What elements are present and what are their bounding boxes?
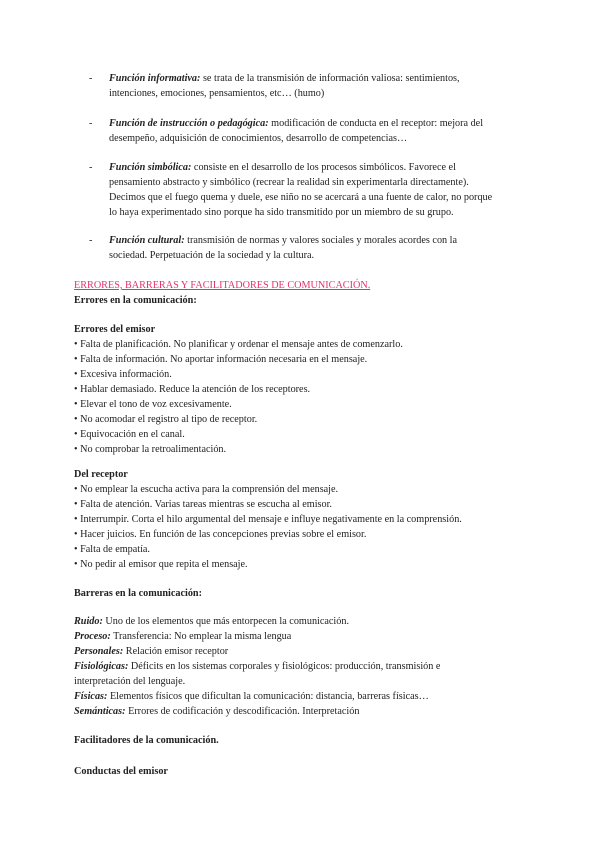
list-item: • Excesiva información. xyxy=(74,369,172,380)
term-label: Función informativa: xyxy=(109,73,201,84)
item-text: desempeño, adquisición de conocimientos, desarrollo de competencias… xyxy=(109,133,408,144)
dash-bullet: - xyxy=(89,118,93,129)
dash-bullet: - xyxy=(89,162,93,173)
item-text: Relación emisor receptor xyxy=(125,646,229,657)
item-text: pensamiento abstracto y simbólico (recrear la realidad sin experimentarla directamente). xyxy=(109,177,469,188)
receptor-section xyxy=(74,467,534,572)
barriers-title: Barreras en la comunicación: xyxy=(74,588,202,599)
item-text: lo haya experimentado sino porque ha sido transmitido por un miembro de su grupo. xyxy=(109,207,454,218)
item-text: se trata de la transmisión de información valiosa: sentimientos, xyxy=(202,73,460,84)
list-item: • No pedir al emisor que repita el mensaje. xyxy=(74,559,248,570)
list-item: • Elevar el tono de voz excesivamente. xyxy=(74,399,232,410)
list-item: • Interrumpir. Corta el hilo argumental del mensaje e influye negativamente en la comprensión. xyxy=(74,514,462,525)
list-item: • Falta de empatía. xyxy=(74,544,150,555)
errors-title: Errores en la comunicación: xyxy=(74,295,197,306)
item-text: Transferencia: No emplear la misma lengua xyxy=(113,631,292,642)
list-item: • Equivocación en el canal. xyxy=(74,429,185,440)
list-item: • No comprobar la retroalimentación. xyxy=(74,444,227,455)
item-text: Errores de codificación y descodificación. Interpretación xyxy=(128,706,360,717)
term-label: Semánticas: xyxy=(74,706,126,717)
list-item: • Falta de atención. Varias tareas mientras se escucha al emisor. xyxy=(74,499,332,510)
list-item: • Falta de planificación. No planificar y ordenar el mensaje antes de comenzarlo. xyxy=(74,339,403,350)
item-text: interpretación del lenguaje. xyxy=(74,676,186,687)
list-item: • No emplear la escucha activa para la comprensión del mensaje. xyxy=(74,484,339,495)
term-label: Función cultural: xyxy=(109,235,185,246)
list-item: • Hacer juicios. En función de las concepciones previas sobre el emisor. xyxy=(74,529,367,540)
item-text: transmisión de normas y valores sociales y morales acordes con la xyxy=(187,235,458,246)
item-text: sociedad. Perpetuación de la sociedad y la cultura. xyxy=(109,250,315,261)
list-item: • Hablar demasiado. Reduce la atención de los receptores. xyxy=(74,384,311,395)
item-text: intenciones, emociones, pensamientos, etc… (humo) xyxy=(109,88,325,99)
term-label: Proceso: xyxy=(74,631,111,642)
dash-bullet: - xyxy=(89,235,93,246)
emisor-section xyxy=(74,322,534,457)
term-label: Función simbólica: xyxy=(109,162,192,173)
term-label: Físicas: xyxy=(74,691,108,702)
item-text: Elementos físicos que dificultan la comunicación: distancia, barreras físicas… xyxy=(109,691,429,702)
item-text: Decimos que el fuego quema y duele, ese niño no se acercará a una fuente de calor, no porque xyxy=(109,192,493,203)
list-item: • Falta de información. No aportar información necesaria en el mensaje. xyxy=(74,354,368,365)
term-label: Ruido: xyxy=(74,616,103,627)
term-label: Fisiológicas: xyxy=(74,661,129,672)
item-text: consiste en el desarrollo de los procesos simbólicos. Favorece el xyxy=(193,162,456,173)
list-item: • No acomodar el registro al tipo de receptor. xyxy=(74,414,258,425)
dash-bullet: - xyxy=(89,73,93,84)
list-item-cultural xyxy=(89,233,529,263)
receptor-title: Del receptor xyxy=(74,469,128,480)
section-heading: ERRORES, BARRERAS Y FACILITADORES DE COMUNICACIÓN. xyxy=(74,280,371,291)
list-item-simbolica xyxy=(89,160,529,220)
emisor-title: Errores del emisor xyxy=(74,324,156,335)
term-label: Función de instrucción o pedagógica: xyxy=(109,118,269,129)
item-text: modificación de conducta en el receptor: mejora del xyxy=(271,118,484,129)
barriers-section xyxy=(74,614,534,719)
item-text: Uno de los elementos que más entorpecen la comunicación. xyxy=(105,616,349,627)
item-text: Déficits en los sistemas corporales y fisiológicos: producción, transmisión e xyxy=(130,661,441,672)
list-item-instruccion xyxy=(89,116,529,146)
list-item-informativa xyxy=(89,71,529,101)
facilitators-title: Facilitadores de la comunicación. xyxy=(74,735,219,746)
conduct-title: Conductas del emisor xyxy=(74,766,168,777)
term-label: Personales: xyxy=(74,646,124,657)
